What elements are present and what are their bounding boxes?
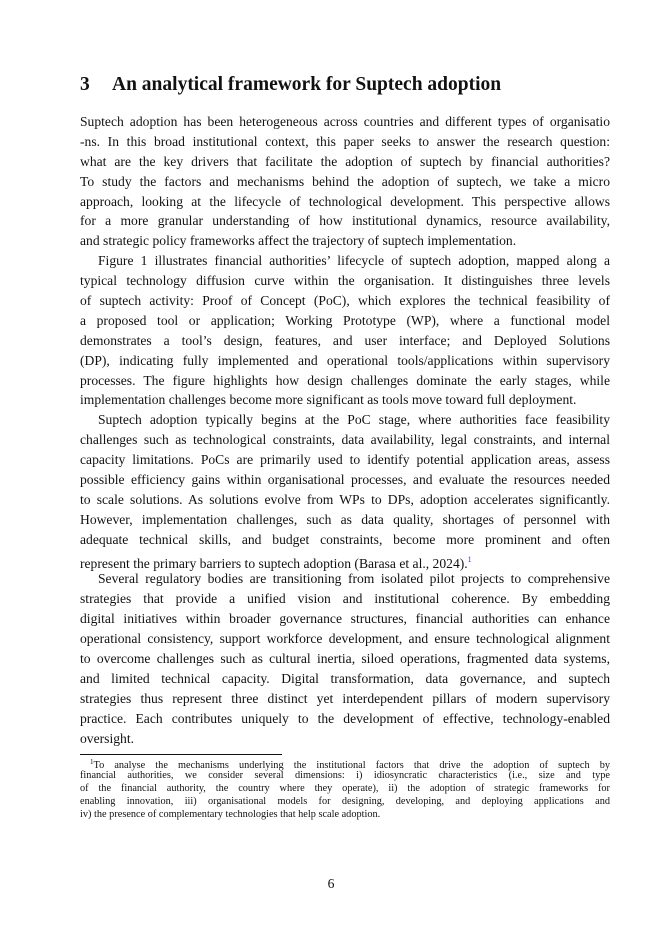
text-line-content: a proposed tool or application; Working Prototype (WP), where a functional model xyxy=(80,312,610,328)
section-number: 3 xyxy=(80,74,90,95)
text-line-content: demonstrates a tool’s design, features, and user interface; and Deployed Solutions xyxy=(80,332,610,348)
text-line xyxy=(80,192,610,212)
text-line xyxy=(80,550,610,570)
text-line xyxy=(80,430,610,450)
footnote-reference-link[interactable]: 1 xyxy=(467,554,472,564)
paragraph xyxy=(80,112,610,251)
text-line xyxy=(80,410,610,430)
footnote-rule xyxy=(80,754,282,755)
text-line xyxy=(80,251,610,271)
text-line-content: of suptech activity: Proof of Concept (PoC), which explores the technical feasibility of xyxy=(80,293,610,309)
text-line xyxy=(80,371,610,391)
paragraph xyxy=(80,569,610,748)
text-line-content: digital initiatives within broader governance structures, financial authorities can enhance xyxy=(80,611,610,627)
text-line xyxy=(80,132,610,152)
text-line xyxy=(80,211,610,231)
footnote-line-content: financial authorities, we consider several dimensions: i) idiosyncratic characteristics (i.e., size and type xyxy=(80,770,610,781)
text-line xyxy=(80,331,610,351)
text-line-content: to scale solutions. As solutions evolve from WPs to DPs, adoption accelerates significantly. xyxy=(80,491,610,507)
text-line xyxy=(80,490,610,510)
text-line xyxy=(80,649,610,669)
text-line-content: oversight. xyxy=(80,730,134,746)
text-line-content: However, implementation challenges, such as data quality, shortages of personnel with xyxy=(80,511,610,527)
text-line xyxy=(80,689,610,709)
text-line-content: Suptech adoption typically begins at the PoC stage, where authorities face feasibility xyxy=(98,412,610,428)
text-line-content: implementation challenges become more significant as tools move toward full deployment. xyxy=(80,392,577,408)
text-line xyxy=(80,609,610,629)
text-line-content: -ns. In this broad institutional context, this paper seeks to answer the research question: xyxy=(80,133,610,149)
text-line-content: for a more granular understanding of how institutional dynamics, resource availability, xyxy=(80,213,610,229)
text-line xyxy=(80,629,610,649)
text-line xyxy=(80,450,610,470)
text-line xyxy=(80,669,610,689)
paragraph xyxy=(80,251,610,410)
text-line xyxy=(80,351,610,371)
text-line xyxy=(80,311,610,331)
text-line-content: strategies that provide a unified vision and institutional coherence. By embedding xyxy=(80,591,610,607)
footnote-line-content: of the financial authority, the country where they operate), ii) the adoption of strategic frameworks for xyxy=(80,783,610,794)
text-line-content: Suptech adoption has been heterogeneous across countries and different types of organisatio xyxy=(80,114,610,129)
text-line xyxy=(80,172,610,192)
text-line-content: capacity limitations. PoCs are primarily used to identify potential application areas, assess xyxy=(80,452,610,468)
text-line-content: and strategic policy frameworks affect the trajectory of suptech implementation. xyxy=(80,233,517,249)
section-heading xyxy=(80,74,501,96)
footnote-line xyxy=(80,756,610,769)
text-line xyxy=(80,589,610,609)
footnote xyxy=(80,756,610,821)
text-line-content: (DP), indicating fully implemented and operational tools/applications within supervisory xyxy=(80,352,610,368)
footnote-line-content: enabling innovation, iii) organisational models for designing, developing, and deploying applications and xyxy=(80,796,610,807)
text-line-content: adequate technical skills, and budget constraints, become more prominent and often xyxy=(80,531,610,547)
text-line-content: processes. The figure highlights how design challenges dominate the early stages, while xyxy=(80,372,610,388)
text-line xyxy=(80,271,610,291)
text-line xyxy=(80,569,610,589)
text-line xyxy=(80,729,610,749)
text-line-content: possible efficiency gains within organisational processes, and evaluate the resources needed xyxy=(80,472,610,488)
text-line-content: to overcome challenges such as cultural inertia, siloed operations, fragmented data systems, xyxy=(80,651,610,667)
text-line-content: Several regulatory bodies are transitioning from isolated pilot projects to comprehensive xyxy=(98,571,610,587)
text-line xyxy=(80,231,610,251)
text-line xyxy=(80,510,610,530)
text-line-content: and limited technical capacity. Digital transformation, data governance, and suptech xyxy=(80,670,610,686)
text-line xyxy=(80,152,610,172)
text-line xyxy=(80,390,610,410)
paragraph xyxy=(80,410,610,569)
text-line xyxy=(80,291,610,311)
footnote-line xyxy=(80,769,610,782)
footnote-line xyxy=(80,782,610,795)
text-line-content: typical technology diffusion curve within the organisation. It distinguishes three levels xyxy=(80,273,610,289)
footnote-line-content: To analyse the mechanisms underlying the institutional factors that drive the adoption of suptech by xyxy=(93,760,610,771)
text-line xyxy=(80,470,610,490)
text-line-content: Figure 1 illustrates financial authorities’ lifecycle of suptech adoption, mapped along a xyxy=(98,253,610,269)
text-line-content: what are the key drivers that facilitate the adoption of suptech by financial authorities? xyxy=(80,153,610,169)
text-line xyxy=(80,112,610,132)
section-title: An analytical framework for Suptech adoption xyxy=(112,74,502,95)
footnote-line xyxy=(80,808,610,821)
text-line-content: To study the factors and mechanisms behind the adoption of suptech, we take a micro xyxy=(80,173,610,189)
text-line-content: challenges such as technological constraints, data availability, legal constraints, and internal xyxy=(80,432,610,448)
text-line xyxy=(80,530,610,550)
page-number: 6 xyxy=(327,876,335,891)
footnote-line xyxy=(80,795,610,808)
text-line-content: operational consistency, support workforce development, and ensure technological alignment xyxy=(80,631,610,647)
footnote-line-content: iv) the presence of complementary technologies that help scale adoption. xyxy=(80,809,381,820)
text-line xyxy=(80,709,610,729)
body-text xyxy=(80,112,610,749)
text-line-content: approach, looking at the lifecycle of technological development. This perspective allows xyxy=(80,193,610,209)
footnote-mark: 1 xyxy=(90,758,94,766)
text-line-content: practice. Each contributes uniquely to the development of effective, technology-enabled xyxy=(80,710,610,726)
text-line-content: strategies thus represent three distinct yet interdependent pillars of modern supervisory xyxy=(80,690,610,706)
text-line-content: represent the primary barriers to suptech adoption (Barasa et al., 2024). xyxy=(80,555,468,571)
